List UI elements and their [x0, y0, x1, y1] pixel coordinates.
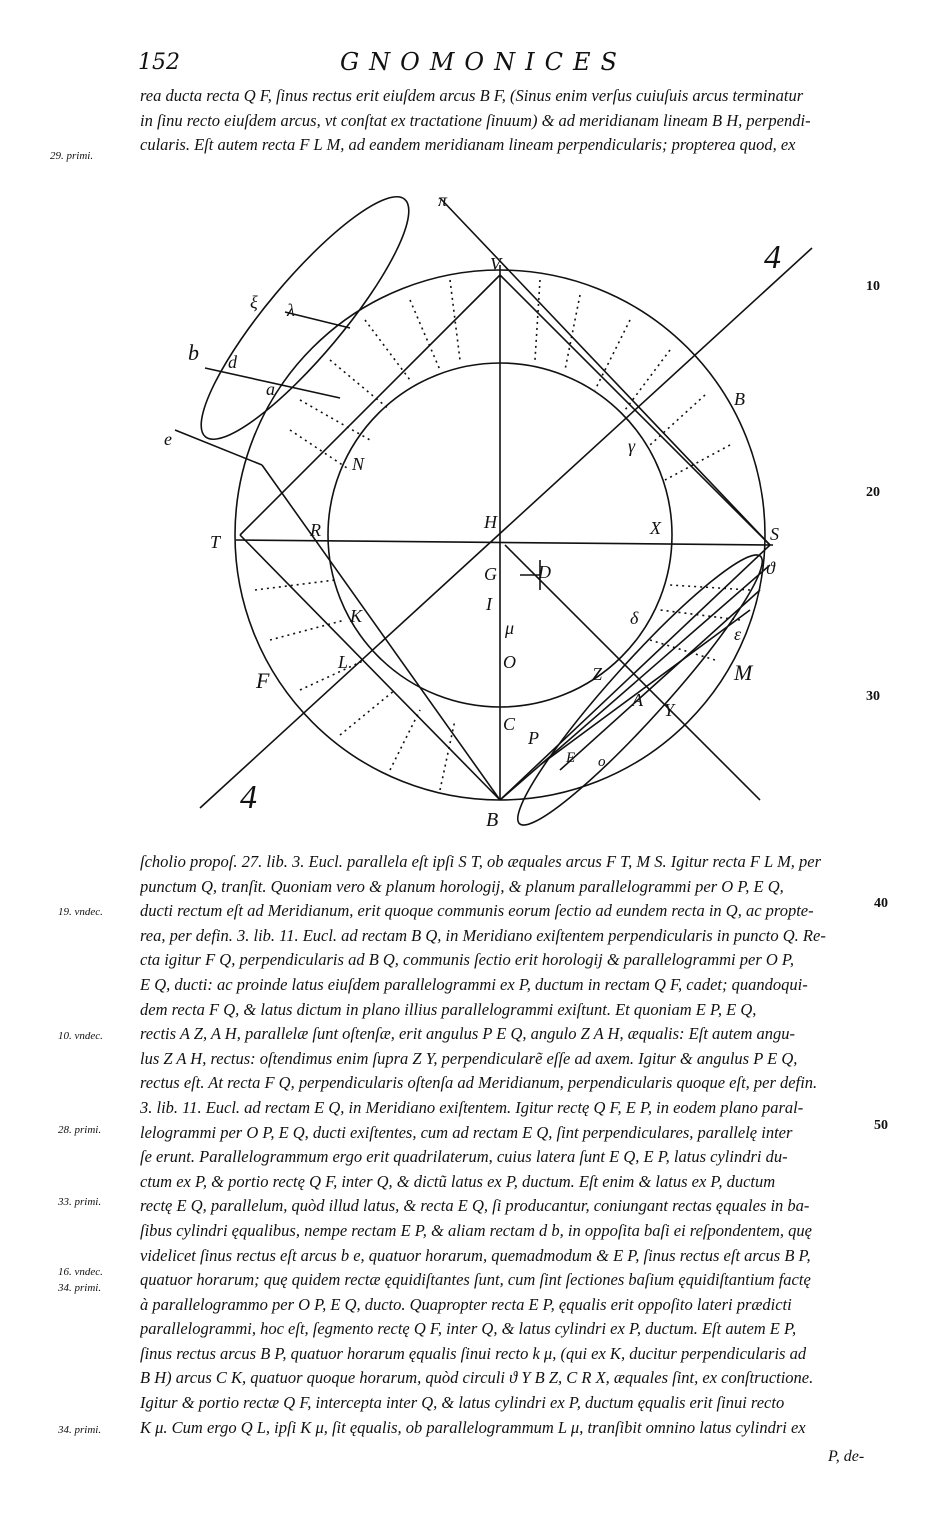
label-o: o [598, 754, 606, 770]
label-delta: δ [630, 608, 639, 628]
label-V: V [490, 254, 501, 274]
margin-line-number: 40 [874, 896, 888, 911]
catchword: P, de- [828, 1448, 865, 1465]
text-line: K μ. Cum ergo Q L, ipſi K μ, ſit ęqualis, ob parallelogrammum L μ, tranſibit omnino latus cylindri ex [140, 1417, 806, 1437]
margin-note: 19. vndec. [58, 906, 103, 918]
label-F: F [256, 668, 270, 693]
label-S: S [770, 524, 779, 544]
label-R: R [310, 520, 321, 540]
text-line: dem recta F Q, & latus dictum in plano illius parallelogrammi exiſtunt. Et quoniam E P, E Q, [140, 999, 757, 1019]
text-line: rectę E Q, parallelum, quòd illud latus, & recta E Q, ſi producantur, coniungant rectas ęquales in ba- [140, 1196, 810, 1216]
text-line: punctum Q, tranſit. Quoniam vero & planum horologij, & planum parallelogrammi per O P, E Q, [140, 876, 784, 896]
label-a: a [266, 379, 275, 399]
label-D: D [538, 562, 551, 582]
text-line: rectis A Z, A H, parallelæ ſunt oſtenſæ, erit angulus P E Q, angulo Z A H, æqualis: Eſt autem angu- [140, 1024, 795, 1044]
text-line: videlicet ſinus rectus eſt arcus b e, quatuor horarum, quemadmodum & E P, ſinus rectus eſt arcus B P, [140, 1245, 811, 1265]
label-M: M [734, 660, 753, 685]
label-B-bottom: B [486, 809, 499, 831]
label-K: K [350, 606, 363, 626]
label-gamma: γ [628, 436, 636, 456]
text-line: ctum ex P, & portio rectę Q F, inter Q, & dictũ latus ex P, ductum. Eſt enim & latus ex P, ductum [140, 1171, 776, 1191]
label-H: H [484, 512, 497, 532]
margin-note: 33. primi. [58, 1196, 102, 1208]
label-Y: Y [664, 700, 675, 720]
text-line: ſinus rectus arcus B P, quatuor horarum ęqualis ſinui recto k μ, (qui ex K, ducitur perpendicularis ad [140, 1343, 807, 1363]
margin-note: 10. vndec. [58, 1030, 103, 1042]
text-line: E Q, ducti: ac proinde latus eiuſdem parallelogrammi ex P, ductum in rectam Q F, cadet; quandoqui- [140, 974, 808, 994]
text-line: ſcholio propoſ. 27. lib. 3. Eucl. parallela eſt ipſi S T, ob æquales arcus F T, M S. Igitur recta F L M, per [140, 852, 822, 871]
margin-note: 34. primi. [58, 1282, 102, 1294]
margin-note: 28. primi. [58, 1124, 102, 1136]
label-epsilon: ε [734, 624, 742, 644]
top-paragraph [140, 84, 875, 158]
text-line: quatuor horarum; quę quidem rectæ ęquidiſtantes ſunt, cum ſint ſectiones baſium ęquidiſtantium factę [140, 1270, 811, 1290]
label-B-right: B [734, 389, 745, 409]
label-C: C [503, 714, 516, 734]
margin-line-number: 20 [866, 485, 880, 500]
label-e: e [164, 429, 172, 449]
margin-note: 29. primi. [50, 150, 94, 162]
text-line: Igitur & portio rectæ Q F, intercepta inter Q, & latus cylindri ex P, ductum ęqualis erit ſinui recto [140, 1393, 785, 1413]
label-G: G [484, 564, 497, 584]
body-paragraph [140, 850, 875, 1440]
geometric-diagram [0, 180, 927, 840]
label-theta: ϑ [766, 558, 775, 578]
label-Z: Z [592, 664, 603, 684]
label-4-top: 4 [764, 239, 781, 276]
label-d: d [228, 352, 237, 372]
label-4-bottom: 4 [240, 779, 257, 816]
text-line: 3. lib. 11. Eucl. ad rectam E Q, in Meridiano exiſtentem. Igitur rectę Q F, E P, in eodem plano paral- [140, 1097, 804, 1117]
label-b: b [188, 340, 199, 365]
label-I: I [486, 594, 492, 614]
label-N: N [352, 454, 365, 474]
label-A: A [632, 690, 643, 710]
margin-note: 16. vndec. [58, 1266, 103, 1278]
label-pi: π [438, 190, 448, 210]
text-line: rectus eſt. At recta F Q, perpendicularis oſtenſa ad Meridianum, perpendicularis quoque eſt, per defin. [140, 1073, 818, 1093]
text-line: ſibus cylindri ęqualibus, nempe rectam E P, & aliam rectam d b, in oppoſita baſi ei reſpondentem, quę [140, 1220, 812, 1240]
label-mu: μ [505, 618, 515, 638]
margin-line-number: 50 [874, 1118, 888, 1133]
text-line: cularis. Eſt autem recta F L M, ad eandem meridianam lineam perpendicularis; propterea quod, ex [140, 135, 796, 155]
label-lambda: λ [287, 300, 295, 320]
margin-note: 34. primi. [58, 1424, 102, 1436]
label-xi: ξ [250, 292, 258, 312]
label-T: T [210, 532, 221, 552]
margin-line-number: 10 [866, 279, 880, 294]
label-X: X [650, 518, 661, 538]
text-line: lelogrammi per O P, E Q, ducti exiſtentes, cum ad rectam E Q, ſint perpendiculares, parallelę inter [140, 1122, 793, 1142]
text-line: parallelogrammi, hoc eſt, ſegmento rectę Q F, inter Q, & latus cylindri ex P, ductum. Eſt autem E P, [140, 1319, 797, 1339]
text-line: cta igitur F Q, perpendicularis ad B Q, communis ſectio erit horologij & parallelogrammi per O P, [140, 950, 794, 970]
text-line: B H) arcus C K, quatuor quoque horarum, quòd circuli ϑ Y B Z, C R X, æquales ſint, ex conſtructione. [140, 1368, 814, 1388]
text-line: lus Z A H, rectus: oſtendimus enim ſupra Z Y, perpendicularẽ eſſe ad axem. Igitur & angulus P E Q, [140, 1048, 798, 1068]
label-P: P [528, 728, 539, 748]
text-line: rea ducta recta Q F, ſinus rectus erit eiuſdem arcus B F, (Sinus enim verſus cuiuſuis arcus terminatur [140, 86, 804, 105]
margin-line-number: 30 [866, 689, 880, 704]
page-number: 152 [138, 50, 180, 75]
text-line: à parallelogrammo per O P, E Q, ducto. Quapropter recta E P, ęqualis erit oppoſito lateri prædicti [140, 1294, 792, 1314]
text-line: rea, per defin. 3. lib. 11. Eucl. ad rectam B Q, in Meridiano exiſtentem perpendicularis in puncto Q. Re- [140, 925, 826, 945]
label-O: O [503, 652, 516, 672]
label-E: E [566, 750, 576, 766]
text-line: in ſinu recto eiuſdem arcus, vt conſtat ex tractatione ſinuum) & ad meridianam lineam B H, perpendi- [140, 110, 811, 130]
text-line: ducti rectum eſt ad Meridianum, erit quoque communis eorum ſectio ad eundem recta in Q, ac propte- [140, 901, 814, 921]
text-line: ſe erunt. Parallelogrammum ergo erit quadrilaterum, cuius latera ſunt E Q, E P, latus cylindri du- [140, 1147, 788, 1167]
label-L: L [338, 652, 349, 672]
running-title: GNOMONICES [340, 48, 627, 76]
